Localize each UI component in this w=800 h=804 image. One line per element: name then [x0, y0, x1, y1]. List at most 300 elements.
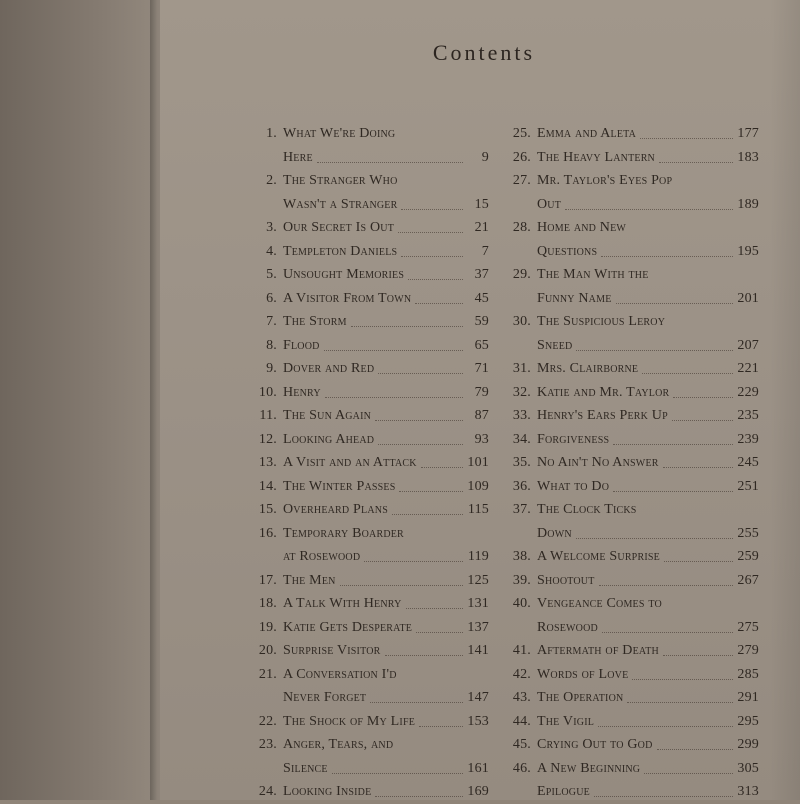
chapter-title: Never Forget [283, 690, 367, 705]
chapter-number: 39. [512, 572, 531, 588]
chapter-title: A New Beginning [537, 760, 641, 776]
toc-entry [511, 263, 759, 310]
chapter-number: 46. [512, 760, 531, 776]
page-number: 45 [474, 290, 489, 306]
chapter-number: 23. [258, 737, 277, 752]
toc-entry [257, 733, 489, 780]
chapter-title: The Storm [283, 314, 347, 329]
chapter-number: 19. [258, 619, 277, 635]
page-number: 255 [737, 525, 759, 541]
toc-entry [257, 404, 489, 428]
page-number: 71 [474, 361, 489, 376]
toc-entry-line [257, 639, 489, 663]
chapter-title: The Operation [537, 690, 624, 705]
toc-entry [257, 169, 489, 216]
chapter-title: Wasn't a Stranger [283, 196, 398, 212]
chapter-number: 42. [512, 666, 531, 682]
dot-leader [401, 256, 463, 257]
toc-entry-line [257, 451, 489, 475]
page-number: 235 [737, 408, 759, 423]
toc-entry [257, 381, 489, 405]
chapter-title: Crying Out to God [537, 737, 653, 752]
dot-leader [415, 303, 463, 304]
dot-leader [364, 561, 463, 562]
page-number: 59 [474, 314, 489, 329]
dot-leader [392, 514, 463, 515]
toc-entry [257, 334, 489, 358]
toc-entry-line [257, 545, 489, 569]
chapter-number: 4. [266, 243, 277, 259]
next-page-edge [770, 0, 800, 800]
page-number: 87 [474, 408, 489, 423]
chapter-title: Katie Gets Desperate [283, 619, 413, 635]
chapter-title: Our Secret Is Out [283, 220, 395, 235]
dot-leader [663, 655, 733, 656]
chapter-title: Flood [283, 337, 320, 353]
toc-entry-line [257, 686, 489, 710]
dot-leader [351, 326, 463, 327]
dot-leader [598, 726, 733, 727]
chapter-title: Temporary Boarder [283, 525, 404, 541]
toc-entry-line [511, 639, 759, 663]
dot-leader [406, 608, 464, 609]
toc-entry-line [257, 357, 489, 381]
chapter-title: Henry's Ears Perk Up [537, 408, 668, 423]
toc-entry [257, 451, 489, 475]
toc-entry [257, 216, 489, 240]
chapter-title: Down [537, 525, 572, 541]
chapter-number: 40. [512, 596, 531, 611]
page-number: 239 [737, 431, 759, 447]
toc-entry-line [257, 122, 489, 146]
page-number: 267 [737, 572, 759, 588]
dot-leader [378, 373, 463, 374]
dot-leader [317, 162, 463, 163]
chapter-number: 18. [258, 596, 277, 611]
chapter-title: Surprise Visitor [283, 643, 381, 658]
toc-entry [511, 639, 759, 663]
dot-leader [616, 303, 733, 304]
chapter-title: Out [537, 196, 562, 212]
toc-entry-line [511, 569, 759, 593]
toc-entry-line [511, 287, 759, 311]
toc-entry-line [257, 710, 489, 734]
toc-entry [511, 122, 759, 146]
page-number: 221 [737, 361, 759, 376]
chapter-title: Vengeance Comes to [537, 596, 662, 611]
chapter-title: Rosewood [537, 619, 598, 635]
chapter-title: The Suspicious Leroy [537, 314, 666, 329]
toc-entry-line [511, 475, 759, 499]
toc-entry [511, 428, 759, 452]
page-number: 79 [474, 384, 489, 400]
chapter-title: Emma and Aleta [537, 126, 637, 141]
toc-entry-line [511, 146, 759, 170]
chapter-number: 15. [258, 502, 277, 517]
toc-entry-line [257, 287, 489, 311]
toc-entry [257, 475, 489, 499]
dot-leader [340, 585, 463, 586]
dot-leader [401, 209, 463, 210]
chapter-number: 17. [258, 572, 277, 588]
chapter-number: 35. [512, 455, 531, 470]
chapter-title: Mrs. Clairborne [537, 361, 639, 376]
dot-leader [659, 162, 733, 163]
page-number: 245 [737, 455, 759, 470]
chapter-number: 2. [266, 173, 277, 188]
toc-entry [257, 639, 489, 663]
page-number: 137 [467, 619, 489, 635]
toc-entry [257, 357, 489, 381]
toc-entry-line [257, 334, 489, 358]
toc-entry-line [511, 216, 759, 240]
dot-leader [632, 679, 733, 680]
dot-leader [672, 420, 733, 421]
chapter-number: 22. [258, 713, 277, 729]
facing-page [0, 0, 160, 800]
dot-leader [565, 209, 733, 210]
dot-leader [594, 796, 733, 797]
chapter-number: 3. [266, 220, 277, 235]
toc-entry [511, 404, 759, 428]
toc-entry-line [257, 146, 489, 170]
chapter-title: Silence [283, 760, 328, 776]
toc-entry [511, 451, 759, 475]
chapter-title: at Rosewood [283, 549, 361, 564]
page-title: Contents [432, 40, 536, 65]
toc-entry-line [257, 522, 489, 546]
chapter-number: 31. [512, 361, 531, 376]
chapter-title: Forgiveness [537, 431, 610, 447]
toc-entry-line [257, 592, 489, 616]
chapter-title: Aftermath of Death [537, 643, 659, 658]
page-number: 21 [474, 220, 489, 235]
chapter-number: 38. [512, 549, 531, 564]
toc-entry [511, 310, 759, 357]
dot-leader [627, 702, 733, 703]
toc-entry-line [257, 757, 489, 781]
toc-column-left [257, 122, 489, 804]
chapter-title: Anger, Tears, and [283, 737, 394, 752]
chapter-title: Mr. Taylor's Eyes Pop [537, 173, 673, 188]
chapter-number: 6. [266, 290, 277, 306]
page-number: 295 [737, 713, 759, 729]
chapter-title: The Sun Again [283, 408, 372, 423]
dot-leader [576, 538, 733, 539]
page-number: 195 [737, 243, 759, 259]
chapter-title: Here [283, 149, 313, 165]
toc-entry [257, 310, 489, 334]
toc-entry-line [511, 381, 759, 405]
toc-entry-line [511, 616, 759, 640]
toc-entry-line [511, 733, 759, 757]
chapter-number: 16. [258, 525, 277, 541]
toc-entry-line [511, 663, 759, 687]
toc-entry-line [257, 216, 489, 240]
chapter-number: 14. [258, 478, 277, 494]
dot-leader [332, 773, 463, 774]
chapter-number: 44. [512, 713, 531, 729]
page-number: 65 [474, 337, 489, 353]
page-number: 313 [737, 784, 759, 799]
chapter-number: 45. [512, 737, 531, 752]
toc-entry-line [257, 404, 489, 428]
chapter-title: The Man With the [537, 267, 649, 282]
page-number: 251 [737, 478, 759, 494]
page-number: 285 [737, 666, 759, 682]
dot-leader [601, 256, 733, 257]
chapter-number: 12. [258, 431, 277, 447]
chapter-number: 43. [512, 690, 531, 705]
toc-entry [511, 733, 759, 757]
page-number: 119 [467, 549, 489, 564]
chapter-title: A Visit and an Attack [283, 455, 417, 470]
toc-entry-line [511, 334, 759, 358]
toc-entry-line [511, 757, 759, 781]
dot-leader [642, 373, 733, 374]
page-number: 15 [474, 196, 489, 212]
toc-entry-line [257, 169, 489, 193]
chapter-title: A Conversation I'd [283, 666, 397, 682]
dot-leader [602, 632, 733, 633]
toc-entry [511, 710, 759, 734]
chapter-title: Dover and Red [283, 361, 375, 376]
page-number: 7 [481, 243, 489, 259]
dot-leader [613, 491, 733, 492]
page-number: 161 [467, 760, 489, 776]
dot-leader [324, 350, 463, 351]
chapter-number: 10. [258, 384, 277, 400]
toc-entry [257, 428, 489, 452]
chapter-title: No Ain't No Answer [537, 455, 659, 470]
toc-entry-line [511, 193, 759, 217]
toc-entry [511, 545, 759, 569]
page-number: 125 [467, 572, 489, 588]
toc-entry-line [257, 193, 489, 217]
toc-entry-line [511, 122, 759, 146]
toc-entry [511, 381, 759, 405]
dot-leader [421, 467, 463, 468]
toc-entry [257, 616, 489, 640]
chapter-title: The Heavy Lantern [537, 149, 655, 165]
dot-leader [378, 444, 463, 445]
toc-entry-line [257, 475, 489, 499]
toc-entry [511, 663, 759, 687]
dot-leader [419, 726, 463, 727]
toc-entry-line [511, 357, 759, 381]
dot-leader [385, 655, 463, 656]
page-number: 305 [737, 760, 759, 776]
dot-leader [613, 444, 733, 445]
dot-leader [408, 279, 463, 280]
dot-leader [370, 702, 463, 703]
chapter-number: 28. [512, 220, 531, 235]
page-number: 9 [481, 149, 489, 165]
chapter-title: What We're Doing [283, 126, 396, 141]
dot-leader [663, 467, 733, 468]
page-number: 291 [737, 690, 759, 705]
toc-entry-line [511, 451, 759, 475]
chapter-title: Looking Ahead [283, 431, 375, 447]
chapter-number: 41. [512, 643, 531, 658]
page-number: 101 [467, 455, 489, 470]
toc-entry-line [511, 240, 759, 264]
chapter-title: The Winter Passes [283, 478, 396, 494]
page-number: 109 [467, 478, 489, 494]
toc-entry [511, 686, 759, 710]
page-number: 229 [737, 384, 759, 400]
toc-entry-line [511, 686, 759, 710]
dot-leader [416, 632, 463, 633]
chapter-number: 11. [259, 408, 277, 423]
chapter-number: 24. [258, 784, 277, 799]
dot-leader [664, 561, 733, 562]
chapter-number: 21. [258, 666, 277, 682]
chapter-number: 27. [512, 173, 531, 188]
toc-entry-line [511, 310, 759, 334]
chapter-title: Henry [283, 384, 321, 400]
chapter-title: Overheard Plans [283, 502, 388, 517]
page-number: 259 [737, 549, 759, 564]
dot-leader [673, 397, 733, 398]
page-number: 275 [737, 619, 759, 635]
chapter-number: 26. [512, 149, 531, 165]
chapter-title: Questions [537, 243, 598, 259]
chapter-number: 33. [512, 408, 531, 423]
toc-entry [257, 663, 489, 710]
page-number: 115 [467, 502, 489, 517]
chapter-title: Funny Name [537, 290, 612, 306]
chapter-title: A Visitor From Town [283, 290, 412, 306]
toc-entry-line [511, 428, 759, 452]
chapter-number: 32. [512, 384, 531, 400]
dot-leader [576, 350, 733, 351]
toc-entry [257, 287, 489, 311]
toc-entry-line [511, 498, 759, 522]
chapter-number: 13. [258, 455, 277, 470]
chapter-title: Shootout [537, 572, 595, 588]
chapter-title: The Shock of My Life [283, 713, 416, 729]
toc-entry-line [511, 404, 759, 428]
toc-column-right [511, 122, 759, 804]
dot-leader [644, 773, 733, 774]
toc-entry-line [511, 522, 759, 546]
toc-entry [257, 263, 489, 287]
page-number: 141 [467, 643, 489, 658]
toc-entry-line [511, 169, 759, 193]
chapter-number: 29. [512, 267, 531, 282]
chapter-number: 30. [512, 314, 531, 329]
dot-leader [640, 138, 733, 139]
chapter-number: 8. [266, 337, 277, 353]
toc-entry [257, 522, 489, 569]
chapter-title: The Men [283, 572, 336, 588]
toc-entry [257, 498, 489, 522]
chapter-number: 9. [266, 361, 277, 376]
chapter-title: Templeton Daniels [283, 243, 398, 259]
page-number: 153 [467, 713, 489, 729]
toc-entry-line [257, 733, 489, 757]
page-number: 169 [467, 784, 489, 799]
toc-entry [257, 592, 489, 616]
toc-entry [511, 498, 759, 545]
toc-entry [511, 146, 759, 170]
page-number: 177 [737, 126, 759, 141]
chapter-title: Words of Love [537, 666, 629, 682]
dot-leader [399, 491, 463, 492]
toc-entry [257, 569, 489, 593]
chapter-title: Home and New [537, 220, 627, 235]
chapter-title: Epilogue [537, 784, 590, 799]
page-number: 189 [737, 196, 759, 212]
toc-entry [511, 592, 759, 639]
toc-entry [511, 475, 759, 499]
dot-leader [375, 796, 463, 797]
chapter-title: Unsought Memories [283, 267, 405, 282]
toc-entry-line [257, 569, 489, 593]
toc-entry [511, 169, 759, 216]
page-number: 207 [737, 337, 759, 353]
toc-entry [257, 122, 489, 169]
chapter-number: 7. [266, 314, 277, 329]
toc-entry [511, 216, 759, 263]
dot-leader [325, 397, 463, 398]
chapter-number: 1. [266, 126, 277, 141]
chapter-number: 5. [266, 267, 277, 282]
chapter-number: 20. [258, 643, 277, 658]
toc-entry [511, 757, 759, 781]
chapter-title: Sneed [537, 337, 573, 353]
page-number: 131 [467, 596, 489, 611]
page-number: 93 [474, 431, 489, 447]
toc-entry-line [257, 263, 489, 287]
chapter-title: A Welcome Surprise [537, 549, 660, 564]
toc-entry-line [511, 263, 759, 287]
toc-entry-line [257, 240, 489, 264]
page-number: 147 [467, 690, 489, 705]
chapter-title: Looking Inside [283, 784, 372, 799]
toc-entry-line [257, 310, 489, 334]
dot-leader [398, 232, 463, 233]
toc-entry-line [511, 592, 759, 616]
toc-entry-line [257, 381, 489, 405]
toc-entry-line [257, 663, 489, 687]
chapter-title: Katie and Mr. Taylor [537, 384, 670, 400]
toc-entry [257, 710, 489, 734]
toc-entry-line [257, 498, 489, 522]
chapter-number: 37. [512, 502, 531, 517]
dot-leader [375, 420, 463, 421]
page-number: 183 [737, 149, 759, 165]
page-number: 37 [474, 267, 489, 282]
toc-entry [257, 240, 489, 264]
chapter-number: 34. [512, 431, 531, 447]
dot-leader [599, 585, 733, 586]
dot-leader [657, 749, 734, 750]
toc-entry-line [511, 710, 759, 734]
toc-entry [511, 569, 759, 593]
chapter-title: A Talk With Henry [283, 596, 402, 611]
chapter-title: The Vigil [537, 713, 595, 729]
toc-entry [511, 357, 759, 381]
chapter-title: The Clock Ticks [537, 502, 637, 517]
toc-entry-line [257, 428, 489, 452]
toc-entry-line [257, 616, 489, 640]
chapter-title: The Stranger Who [283, 173, 398, 188]
toc-entry-line [511, 545, 759, 569]
chapter-title: What to Do [537, 478, 610, 494]
chapter-number: 25. [512, 126, 531, 141]
